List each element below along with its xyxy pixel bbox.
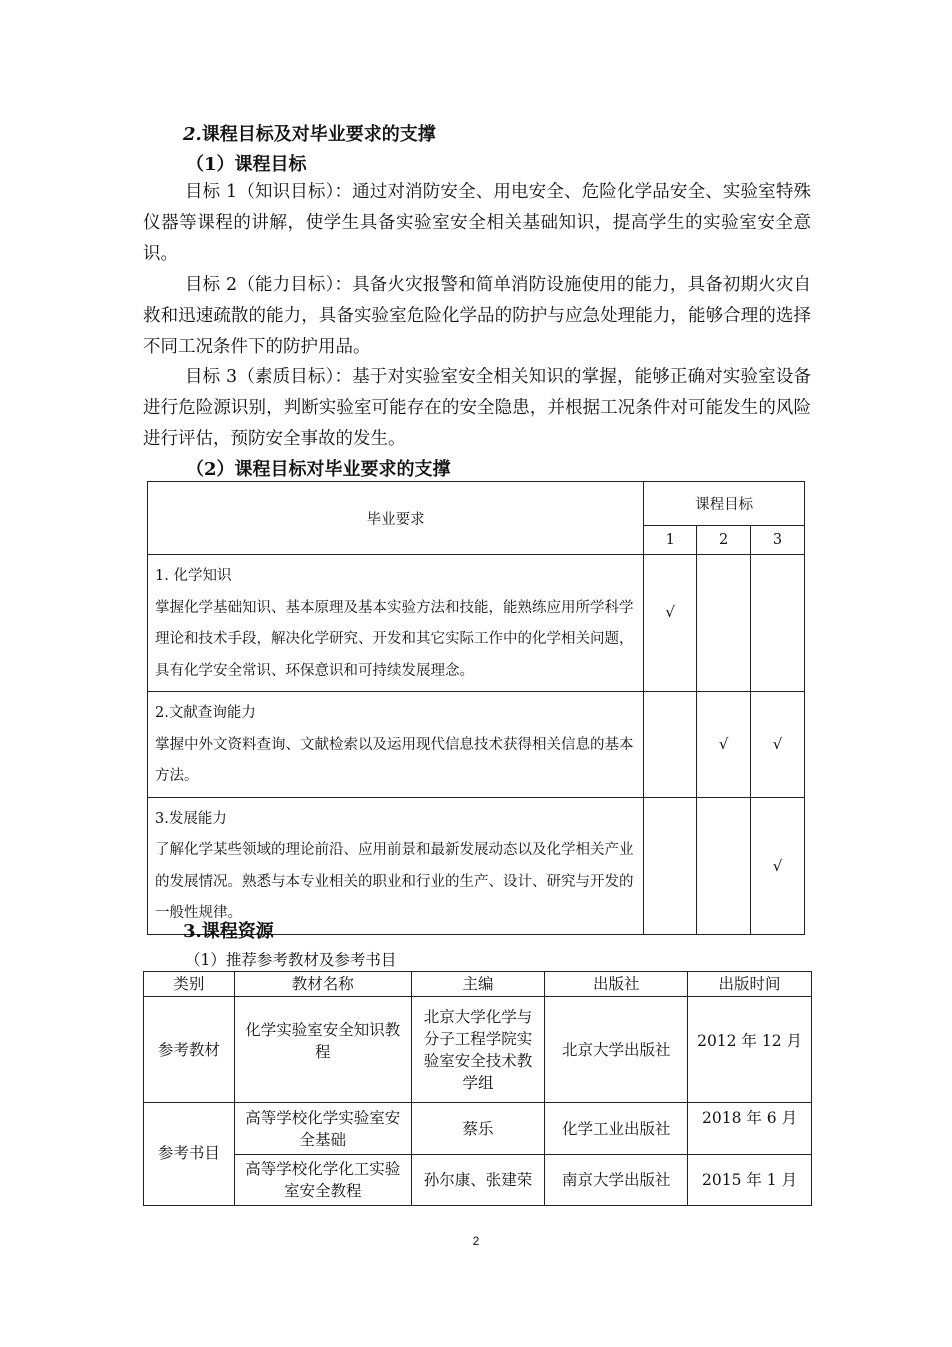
header-goal-3: 3 <box>751 526 805 555</box>
check-mark <box>697 555 751 692</box>
section-heading-goals <box>183 120 436 146</box>
header-publish-date: 出版时间 <box>688 972 812 997</box>
check-mark <box>697 797 751 934</box>
publisher-cell: 北京大学出版社 <box>545 997 688 1103</box>
check-mark <box>644 692 697 798</box>
header-publisher: 出版社 <box>545 972 688 997</box>
publish-date-cell: 2015 年 1 月 <box>688 1155 812 1206</box>
book-name-cell: 高等学校化学实验室安全基础 <box>234 1103 411 1155</box>
check-mark <box>751 555 805 692</box>
check-mark: √ <box>644 555 697 692</box>
editor-cell: 蔡乐 <box>411 1103 545 1155</box>
section-title: 课程目标及对毕业要求的支撑 <box>201 124 436 145</box>
requirement-title: 1. 化学知识 <box>155 568 232 584</box>
subheading-course-goals: （1）课程目标 <box>186 154 307 175</box>
editor-cell: 北京大学化学与分子工程学院实验室安全技术教学组 <box>411 997 545 1103</box>
books-table <box>143 971 812 1206</box>
page-number: 2 <box>472 1234 480 1248</box>
header-book-name: 教材名称 <box>234 972 411 997</box>
requirement-cell <box>148 555 644 692</box>
category-cell: 参考教材 <box>144 997 235 1103</box>
publisher-cell: 南京大学出版社 <box>545 1155 688 1206</box>
publisher-cell: 化学工业出版社 <box>545 1103 688 1155</box>
requirement-cell <box>148 797 644 934</box>
editor-cell: 孙尔康、张建荣 <box>411 1155 545 1206</box>
section-heading-resources: 3.课程资源 <box>183 921 274 942</box>
header-editor: 主编 <box>411 972 545 997</box>
book-name-cell: 高等学校化学化工实验室安全教程 <box>234 1155 411 1206</box>
requirement-description: 了解化学某些领域的理论前沿、应用前景和最新发展动态以及化学相关产业的发展情况。熟悉与本专业相关的职业和行业的生产、设计、研究与开发的一般性规律。 <box>155 842 634 921</box>
publish-date-cell: 2018 年 6 月 <box>688 1103 812 1155</box>
requirement-title: 2.文献查询能力 <box>155 705 256 721</box>
subheading-textbooks: （1）推荐参考教材及参考书目 <box>185 951 397 969</box>
header-course-goals: 课程目标 <box>644 482 805 526</box>
requirement-cell <box>148 692 644 798</box>
support-table <box>147 481 805 935</box>
header-category: 类别 <box>144 972 235 997</box>
requirement-description: 掌握化学基础知识、基本原理及基本实验方法和技能，能熟练应用所学科学理论和技术手段，解决化学研究、开发和其它实际工作中的化学相关问题，具有化学安全常识、环保意识和可持续发展理念。 <box>155 599 634 679</box>
publish-date-cell: 2012 年 12 月 <box>688 997 812 1103</box>
goal-3-paragraph: 目标 3（素质目标）：基于对实验室安全相关知识的掌握，能够正确对实验室设备进行危险源识别，判断实验室可能存在的安全隐患，并根据工况条件对可能发生的风险进行评估，预防安全事故的发生。 <box>143 367 811 449</box>
header-goal-1: 1 <box>644 526 697 555</box>
category-cell: 参考书目 <box>144 1103 235 1206</box>
header-goal-2: 2 <box>697 526 751 555</box>
check-mark: √ <box>697 692 751 798</box>
header-graduation-requirement: 毕业要求 <box>148 482 644 555</box>
goal-1-paragraph: 目标 1（知识目标）：通过对消防安全、用电安全、危险化学品安全、实验室特殊仪器等课程的讲解，使学生具备实验室安全相关基础知识，提高学生的实验室安全意识。 <box>143 182 811 264</box>
check-mark: √ <box>751 692 805 798</box>
requirement-title: 3.发展能力 <box>155 810 227 827</box>
section-number: 2. <box>183 124 202 145</box>
requirement-description: 掌握中外文资料查询、文献检索以及运用现代信息技术获得相关信息的基本方法。 <box>155 736 634 784</box>
check-mark: √ <box>751 797 805 934</box>
check-mark <box>644 797 697 934</box>
book-name-cell: 化学实验室安全知识教程 <box>234 997 411 1103</box>
subheading-support: （2）课程目标对毕业要求的支撑 <box>186 459 451 480</box>
goal-2-paragraph: 目标 2（能力目标）：具备火灾报警和简单消防设施使用的能力，具备初期火灾自救和迅速疏散的能力，具备实验室危险化学品的防护与应急处理能力，能够合理的选择不同工况条件下的防护用品。 <box>143 275 811 357</box>
